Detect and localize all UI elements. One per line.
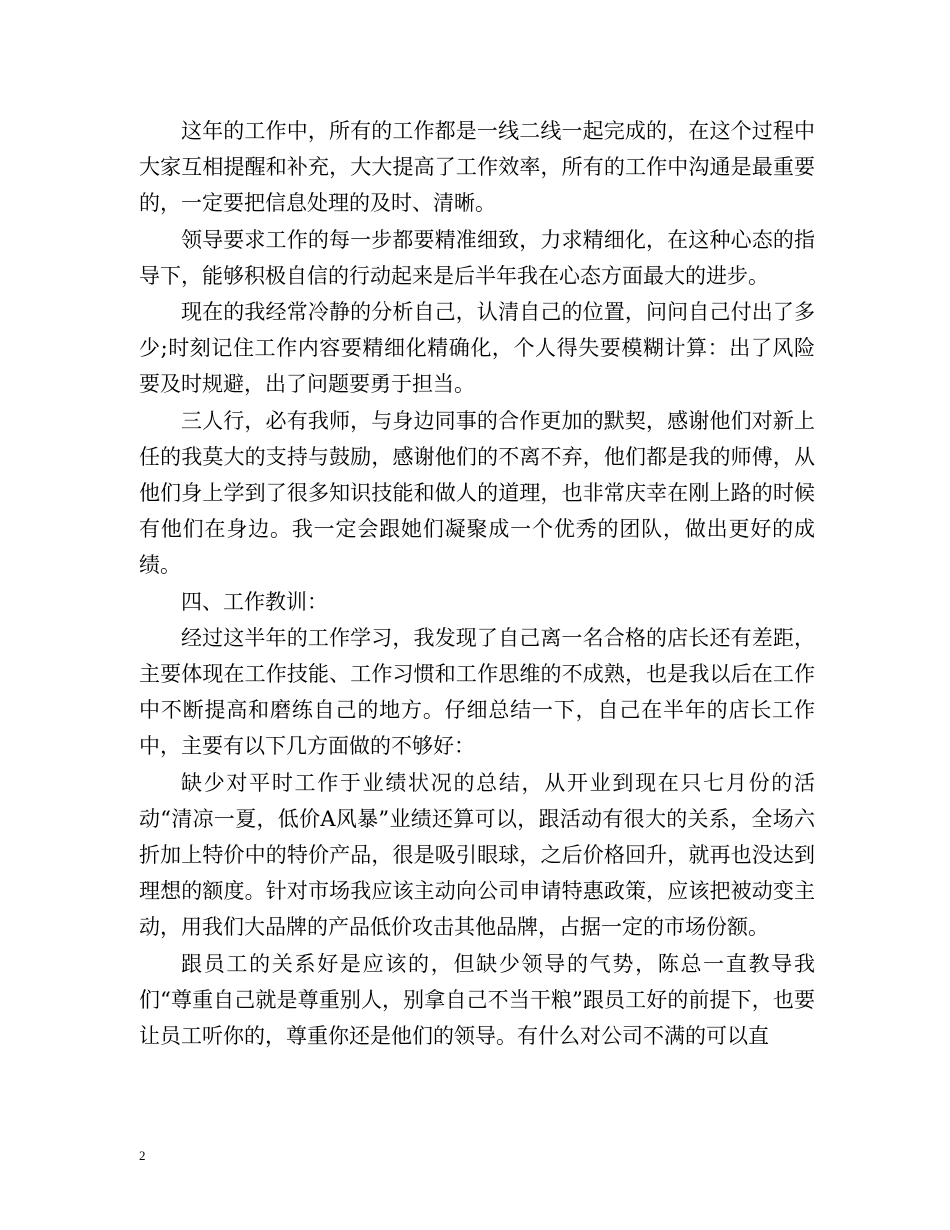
document-body (139, 113, 815, 1054)
section-heading-work-lessons: 四、工作教训： (181, 589, 328, 614)
paragraph-4: 三人行，必有我师，与身边同事的合作更加的默契，感谢他们对新上任的我莫大的支持与鼓励，感谢他们的不离不弃，他们都是我的师傅，从他们身上学到了很多知识技能和做人的道理，也非常庆幸在刚上路的时候有他们在身边。我一定会跟她们凝聚成一个优秀的团队，做出更好的成绩。 (139, 408, 815, 578)
paragraph-7: 缺少对平时工作于业绩状况的总结，从开业到现在只七月份的活动“清凉一夏，低价A风暴”业绩还算可以，跟活动有很大的关系，全场六折加上特价中的特价产品，很是吸引眼球，之后价格回升，就再也没达到理想的额度。针对市场我应该主动向公司申请特惠政策，应该把被动变主动，用我们大品牌的产品低价攻击其他品牌，占据一定的市场份额。 (139, 770, 815, 940)
paragraph-2: 领导要求工作的每一步都要精准细致，力求精细化，在这种心态的指导下，能够积极自信的行动起来是后半年我在心态方面最大的进步。 (139, 227, 815, 288)
paragraph-1: 这年的工作中，所有的工作都是一线二线一起完成的，在这个过程中大家互相提醒和补充，大大提高了工作效率，所有的工作中沟通是最重要的，一定要把信息处理的及时、清晰。 (139, 119, 815, 216)
paragraph-3: 现在的我经常冷静的分析自己，认清自己的位置，问问自己付出了多少;时刻记住工作内容要精细化精确化，个人得失要模糊计算：出了风险要及时规避，出了问题要勇于担当。 (139, 300, 815, 397)
page-number: 2 (139, 1148, 146, 1163)
paragraph-8: 跟员工的关系好是应该的，但缺少领导的气势，陈总一直教导我们“尊重自己就是尊重别人，别拿自己不当干粮”跟员工好的前提下，也要让员工听你的，尊重你还是他们的领导。有什么对公司不满的可以直 (139, 951, 815, 1049)
paragraph-6: 经过这半年的工作学习，我发现了自己离一名合格的店长还有差距，主要体现在工作技能、工作习惯和工作思维的不成熟，也是我以后在工作中不断提高和磨练自己的地方。仔细总结一下，自己在半年的店长工作中，主要有以下几方面做的不够好： (139, 625, 815, 759)
